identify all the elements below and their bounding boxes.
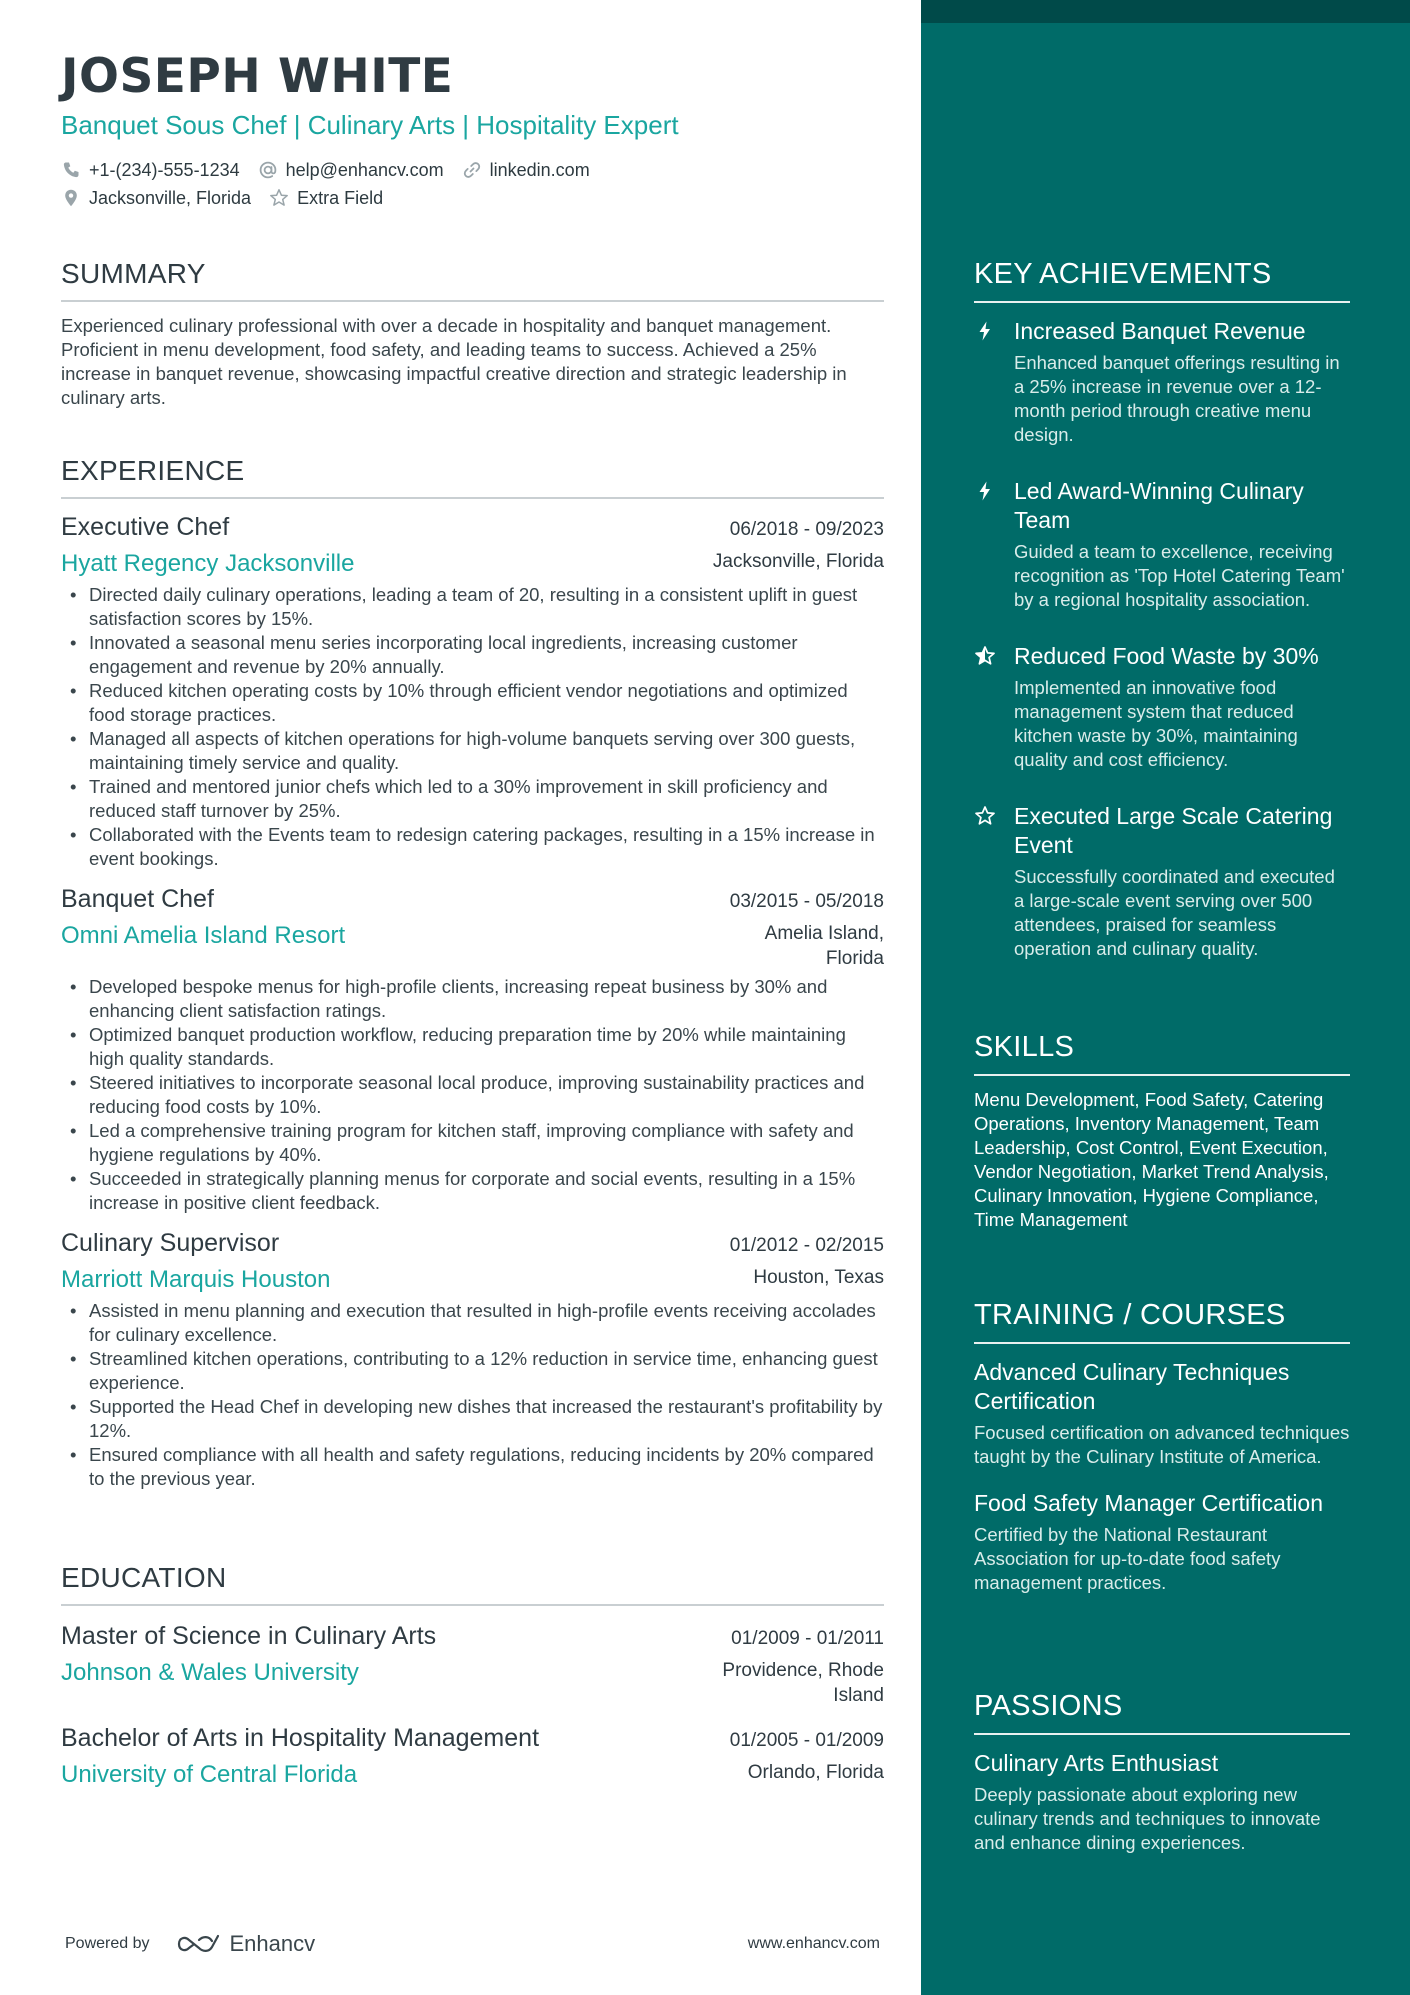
resume-header xyxy=(61,48,884,212)
achievement-desc: Guided a team to excellence, receiving recognition as 'Top Hotel Catering Team' by a regional hospitality association. xyxy=(1014,541,1345,610)
lightning-icon xyxy=(974,480,996,502)
enhancv-logo[interactable] xyxy=(176,1931,316,1957)
contact-linkedin[interactable] xyxy=(462,160,590,181)
brand-name: Enhancv xyxy=(229,1931,316,1956)
passions-section xyxy=(974,1688,1350,1855)
bullet-item: • Trained and mentored junior chefs which led to a 30% improvement in skill proficiency and reduced staff turnover by 25%. xyxy=(61,775,884,823)
infinity-logo-icon xyxy=(176,1932,222,1956)
job-entry xyxy=(61,883,884,1215)
at-sign-icon xyxy=(258,160,278,180)
achievements-section xyxy=(974,256,1350,961)
achievement-item xyxy=(974,642,1350,772)
bullet-item: • Collaborated with the Events team to redesign catering packages, resulting in a 15% increase in event bookings. xyxy=(61,823,884,871)
email-text: help@enhancv.com xyxy=(285,159,444,180)
powered-by xyxy=(65,1931,315,1957)
school-name: University of Central Florida xyxy=(61,1761,358,1788)
job-title: Culinary Supervisor xyxy=(61,1229,280,1257)
phone-text: +1-(234)-555-1234 xyxy=(89,159,240,180)
achievement-title: Reduced Food Waste by 30% xyxy=(1014,643,1319,669)
achievement-desc: Enhanced banquet offerings resulting in a 25% increase in revenue over a 12-month period through creative menu design. xyxy=(1014,352,1340,445)
bullet-item: • Innovated a seasonal menu series incorporating local ingredients, increasing customer engagement and revenue by 20% annually. xyxy=(61,631,884,679)
achievement-item xyxy=(974,477,1350,612)
bullet-item: • Managed all aspects of kitchen operations for high-volume banquets serving over 300 guests, maintaining timely service and quality. xyxy=(61,727,884,775)
course-item xyxy=(974,1489,1350,1595)
job-location: Amelia Island, Florida xyxy=(764,923,884,969)
achievement-item xyxy=(974,802,1350,961)
job-entry xyxy=(61,511,884,871)
passion-desc: Deeply passionate about exploring new culinary trends and techniques to innovate and enhance dining experiences. xyxy=(974,1784,1321,1853)
achievements-title: KEY ACHIEVEMENTS xyxy=(974,256,1350,303)
achievement-title: Increased Banquet Revenue xyxy=(1014,318,1306,344)
course-desc: Certified by the National Restaurant Association for up-to-date food safety management practices. xyxy=(974,1524,1281,1593)
sidebar xyxy=(921,0,1410,1995)
link-icon xyxy=(462,160,482,180)
skills-list: Menu Development, Food Safety, Catering Operations, Inventory Management, Team Leadership, Cost Control, Event Execution, Vendor Negotiation, Market Trend Analysis, Culinary Innovation, Hygiene Compliance, Time Management xyxy=(974,1089,1329,1230)
bullet-item: • Succeeded in strategically planning menus for corporate and social events, resulting in a 15% increase in positive client feedback. xyxy=(61,1167,884,1215)
passions-title: PASSIONS xyxy=(974,1688,1350,1735)
job-bullets xyxy=(61,975,884,1215)
bullet-item: • Directed daily culinary operations, leading a team of 20, resulting in a consistent uplift in guest satisfaction scores by 15%. xyxy=(61,583,884,631)
job-location: Jacksonville, Florida xyxy=(712,551,884,572)
bullet-item: • Reduced kitchen operating costs by 10% through efficient vendor negotiations and optimized food storage practices. xyxy=(61,679,884,727)
bullet-item: • Led a comprehensive training program for kitchen staff, improving compliance with safety and hygiene regulations by 40%. xyxy=(61,1119,884,1167)
training-section xyxy=(974,1297,1350,1595)
experience-title: EXPERIENCE xyxy=(61,453,884,499)
course-title: Food Safety Manager Certification xyxy=(974,1490,1324,1516)
school-name: Johnson & Wales University xyxy=(61,1659,359,1686)
bullet-item: • Supported the Head Chef in developing new dishes that increased the restaurant's profitability by 12%. xyxy=(61,1395,884,1443)
summary-text: Experienced culinary professional with over a decade in hospitality and banquet management. Proficient in menu development, food safety, and leading teams to success. Achieved a 25% increase in banquet revenue, showcasing impactful creative direction and strategic leadership in culinary arts. xyxy=(61,315,847,408)
course-item xyxy=(974,1358,1350,1469)
job-bullets xyxy=(61,1299,884,1491)
job-date: 03/2015 - 05/2018 xyxy=(729,891,884,912)
course-title: Advanced Culinary Techniques Certification xyxy=(974,1359,1290,1414)
job-title: Banquet Chef xyxy=(61,885,214,913)
passion-item xyxy=(974,1749,1350,1855)
location-text: Jacksonville, Florida xyxy=(89,187,252,208)
page-footer xyxy=(65,1926,880,1962)
experience-section xyxy=(61,453,884,1491)
achievement-title: Led Award-Winning Culinary Team xyxy=(1014,478,1304,533)
sidebar-top-band xyxy=(921,0,1410,23)
skills-section xyxy=(974,1029,1350,1232)
bullet-item: • Assisted in menu planning and execution that resulted in high-profile events receiving accolades for culinary excellence. xyxy=(61,1299,884,1347)
education-date: 01/2005 - 01/2009 xyxy=(729,1730,884,1751)
degree-title: Master of Science in Culinary Arts xyxy=(61,1622,437,1650)
course-desc: Focused certification on advanced techniques taught by the Culinary Institute of America. xyxy=(974,1422,1350,1467)
bullet-item: • Ensured compliance with all health and safety regulations, reducing incidents by 20% compared to the previous year. xyxy=(61,1443,884,1491)
achievement-title: Executed Large Scale Catering Event xyxy=(1014,803,1333,858)
bullet-item: • Steered initiatives to incorporate seasonal local produce, improving sustainability practices and reducing food costs by 10%. xyxy=(61,1071,884,1119)
candidate-headline: Banquet Sous Chef | Culinary Arts | Hospitality Expert xyxy=(61,110,679,140)
linkedin-text: linkedin.com xyxy=(489,159,590,180)
company-name: Hyatt Regency Jacksonville xyxy=(61,550,355,577)
education-section xyxy=(61,1560,884,1790)
summary-section xyxy=(61,256,884,410)
bullet-item: • Streamlined kitchen operations, contributing to a 12% reduction in service time, enhancing guest experience. xyxy=(61,1347,884,1395)
phone-icon xyxy=(61,160,81,180)
contact-location xyxy=(61,188,251,209)
education-entry xyxy=(61,1722,884,1790)
education-date: 01/2009 - 01/2011 xyxy=(731,1628,884,1649)
education-entry xyxy=(61,1620,884,1708)
star-outline-icon xyxy=(269,188,289,208)
job-location: Houston, Texas xyxy=(753,1267,884,1288)
contact-email[interactable] xyxy=(258,160,444,181)
bullet-item: • Optimized banquet production workflow, reducing preparation time by 20% while maintaining high quality standards. xyxy=(61,1023,884,1071)
education-location: Orlando, Florida xyxy=(747,1762,884,1783)
skills-title: SKILLS xyxy=(974,1029,1350,1076)
contact-phone[interactable] xyxy=(61,160,240,181)
job-title: Executive Chef xyxy=(61,513,230,541)
achievement-item xyxy=(974,317,1350,447)
star-icon xyxy=(974,805,996,827)
education-title: EDUCATION xyxy=(61,1560,884,1606)
contact-info xyxy=(61,156,884,212)
job-bullets xyxy=(61,583,884,871)
job-date: 01/2012 - 02/2015 xyxy=(729,1235,884,1256)
powered-by-label: Powered by xyxy=(65,1935,150,1952)
lightning-icon xyxy=(974,320,996,342)
achievement-desc: Successfully coordinated and executed a large-scale event serving over 500 attendees, praised for seamless operation and culinary quality. xyxy=(1014,866,1335,959)
training-title: TRAINING / COURSES xyxy=(974,1297,1350,1344)
company-name: Omni Amelia Island Resort xyxy=(61,922,346,949)
company-name: Marriott Marquis Houston xyxy=(61,1266,331,1293)
location-pin-icon xyxy=(61,188,81,208)
contact-extra xyxy=(269,188,383,209)
website-link[interactable]: www.enhancv.com xyxy=(747,1935,880,1952)
achievement-desc: Implemented an innovative food management system that reduced kitchen waste by 30%, maintaining quality and cost efficiency. xyxy=(1014,677,1298,770)
passion-title: Culinary Arts Enthusiast xyxy=(974,1750,1219,1776)
job-date: 06/2018 - 09/2023 xyxy=(729,519,884,540)
degree-title: Bachelor of Arts in Hospitality Management xyxy=(61,1724,540,1752)
summary-title: SUMMARY xyxy=(61,256,884,302)
candidate-name: JOSEPH WHITE xyxy=(61,49,454,104)
job-entry xyxy=(61,1227,884,1491)
bullet-item: • Developed bespoke menus for high-profile clients, increasing repeat business by 30% and enhancing client satisfaction ratings. xyxy=(61,975,884,1023)
star-half-icon xyxy=(974,645,996,667)
education-location: Providence, Rhode Island xyxy=(722,1660,884,1706)
extra-field-text: Extra Field xyxy=(297,187,384,208)
